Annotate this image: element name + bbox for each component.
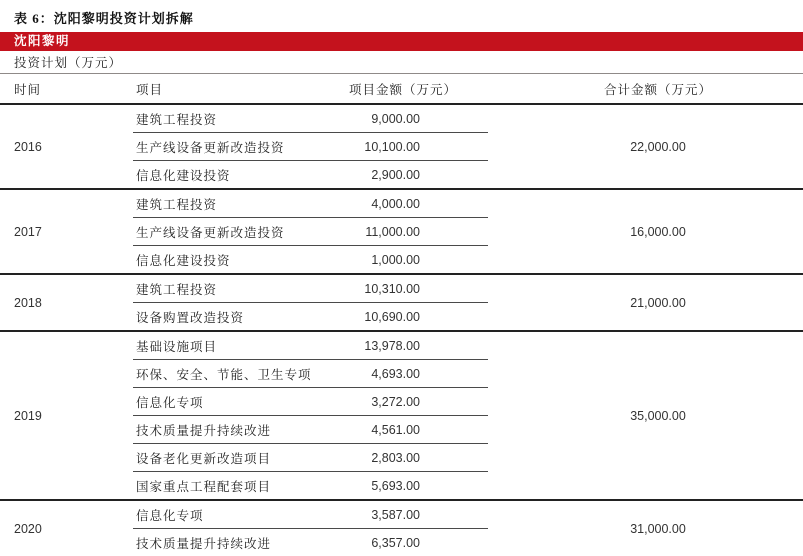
column-header-total-amount: 合计金额（万元） [488,74,803,104]
company-banner-label: 沈阳黎明 [14,34,70,48]
table-row [0,331,803,360]
amount-cell: 2,803.00 [348,444,488,472]
amount-cell: 5,693.00 [348,472,488,501]
project-cell: 设备购置改造投资 [133,303,348,332]
amount-cell: 4,000.00 [348,189,488,218]
table-row [0,274,803,303]
total-cell: 21,000.00 [488,274,803,331]
table-row [0,104,803,133]
project-cell: 建筑工程投资 [133,104,348,133]
page-title: 表 6：沈阳黎明投资计划拆解 [0,0,803,32]
project-cell: 基础设施项目 [133,331,348,360]
project-cell: 信息化专项 [133,500,348,529]
total-cell: 35,000.00 [488,331,803,500]
amount-cell: 2,900.00 [348,161,488,190]
project-cell: 国家重点工程配套项目 [133,472,348,501]
project-cell: 技术质量提升持续改进 [133,529,348,556]
amount-cell: 6,357.00 [348,529,488,556]
year-cell: 2019 [0,331,133,500]
year-cell: 2017 [0,189,133,274]
project-cell: 环保、安全、节能、卫生专项 [133,360,348,388]
amount-cell: 13,978.00 [348,331,488,360]
amount-cell: 10,310.00 [348,274,488,303]
amount-cell: 3,272.00 [348,388,488,416]
project-cell: 信息化建设投资 [133,246,348,275]
year-cell: 2016 [0,104,133,189]
project-cell: 建筑工程投资 [133,274,348,303]
table-header [0,74,803,104]
investment-table [0,74,803,556]
amount-cell: 1,000.00 [348,246,488,275]
amount-cell: 4,693.00 [348,360,488,388]
project-cell: 设备老化更新改造项目 [133,444,348,472]
company-banner [0,32,803,51]
amount-cell: 10,690.00 [348,303,488,332]
total-cell: 31,000.00 [488,500,803,556]
amount-cell: 11,000.00 [348,218,488,246]
project-cell: 信息化建设投资 [133,161,348,190]
table-row [0,189,803,218]
column-header-time: 时间 [0,74,133,104]
total-cell: 16,000.00 [488,189,803,274]
year-cell: 2018 [0,274,133,331]
table-body [0,104,803,556]
project-cell: 生产线设备更新改造投资 [133,218,348,246]
table-subtitle: 投资计划（万元） [0,51,803,74]
project-cell: 信息化专项 [133,388,348,416]
total-cell: 22,000.00 [488,104,803,189]
column-header-project-amount: 项目金额（万元） [348,74,488,104]
year-cell: 2020 [0,500,133,556]
column-header-project: 项目 [133,74,348,104]
amount-cell: 3,587.00 [348,500,488,529]
table-row [0,500,803,529]
amount-cell: 9,000.00 [348,104,488,133]
amount-cell: 10,100.00 [348,133,488,161]
project-cell: 生产线设备更新改造投资 [133,133,348,161]
amount-cell: 4,561.00 [348,416,488,444]
project-cell: 技术质量提升持续改进 [133,416,348,444]
project-cell: 建筑工程投资 [133,189,348,218]
